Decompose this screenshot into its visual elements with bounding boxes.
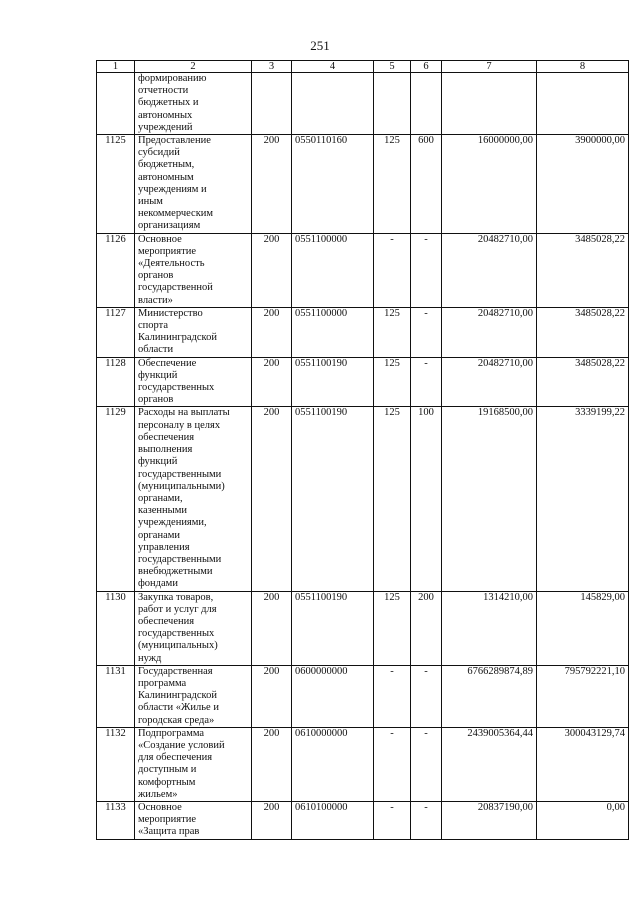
row-number: 1127 — [97, 307, 135, 357]
row-sum-1: 20482710,00 — [442, 357, 537, 407]
row-ved: 125 — [374, 591, 411, 665]
row-csr: 0551100000 — [292, 307, 374, 357]
row-csr: 0550110160 — [292, 135, 374, 234]
row-number: 1125 — [97, 135, 135, 234]
row-name: Основное мероприятие «Деятельность органов государственной власти» — [135, 233, 252, 307]
row-csr: 0551100190 — [292, 357, 374, 407]
row-number: 1129 — [97, 407, 135, 591]
row-sum-1: 20837190,00 — [442, 801, 537, 839]
row-csr: 0600000000 — [292, 665, 374, 727]
table-row — [97, 73, 629, 135]
row-sum-2: 0,00 — [537, 801, 629, 839]
row-number: 1126 — [97, 233, 135, 307]
row-ved: 125 — [374, 135, 411, 234]
row-csr: 0610000000 — [292, 727, 374, 801]
column-header: 3 — [252, 61, 292, 73]
row-gr: 200 — [252, 801, 292, 839]
table-row — [97, 407, 629, 591]
row-number: 1130 — [97, 591, 135, 665]
row-sum-2: 3485028,22 — [537, 307, 629, 357]
row-vr: - — [411, 665, 442, 727]
row-sum-1: 1314210,00 — [442, 591, 537, 665]
row-gr: 200 — [252, 407, 292, 591]
row-sum-1: 16000000,00 — [442, 135, 537, 234]
row-vr: - — [411, 727, 442, 801]
row-gr: 200 — [252, 727, 292, 801]
table-row — [97, 727, 629, 801]
row-vr: 100 — [411, 407, 442, 591]
row-gr: 200 — [252, 357, 292, 407]
column-header: 1 — [97, 61, 135, 73]
row-name: Расходы на выплаты персоналу в целях обеспечения выполнения функций государственными (муниципальными) органами, казенными учреждениями, органами управления государственными внебюджетными фондами — [135, 407, 252, 591]
row-ved: - — [374, 801, 411, 839]
row-name: Министерство спорта Калининградской области — [135, 307, 252, 357]
table-row — [97, 665, 629, 727]
row-name: Государственная программа Калининградской области «Жилье и городская среда» — [135, 665, 252, 727]
row-number: 1128 — [97, 357, 135, 407]
column-header: 2 — [135, 61, 252, 73]
row-vr: - — [411, 357, 442, 407]
column-header: 8 — [537, 61, 629, 73]
row-sum-2: 3900000,00 — [537, 135, 629, 234]
row-name: Подпрограмма «Создание условий для обеспечения доступным и комфортным жильем» — [135, 727, 252, 801]
table-body — [97, 73, 629, 840]
row-ved — [374, 73, 411, 135]
row-name: Закупка товаров, работ и услуг для обеспечения государственных (муниципальных) нужд — [135, 591, 252, 665]
row-gr: 200 — [252, 233, 292, 307]
table-row — [97, 135, 629, 234]
row-sum-1: 20482710,00 — [442, 233, 537, 307]
row-vr: 600 — [411, 135, 442, 234]
row-csr: 0610100000 — [292, 801, 374, 839]
row-sum-2: 3339199,22 — [537, 407, 629, 591]
row-sum-2: 145829,00 — [537, 591, 629, 665]
row-sum-1 — [442, 73, 537, 135]
row-name: Обеспечение функций государственных органов — [135, 357, 252, 407]
row-ved: 125 — [374, 307, 411, 357]
row-name: Основное мероприятие «Защита прав — [135, 801, 252, 839]
table-row — [97, 801, 629, 839]
row-sum-2: 3485028,22 — [537, 233, 629, 307]
row-csr: 0551100000 — [292, 233, 374, 307]
row-name: Предоставление субсидий бюджетным, автономным учреждениям и иным некоммерческим организациям — [135, 135, 252, 234]
row-gr: 200 — [252, 307, 292, 357]
row-number: 1131 — [97, 665, 135, 727]
page-number: 251 — [310, 38, 330, 53]
row-vr: - — [411, 233, 442, 307]
row-sum-1: 20482710,00 — [442, 307, 537, 357]
row-csr: 0551100190 — [292, 591, 374, 665]
row-number: 1132 — [97, 727, 135, 801]
row-sum-2: 795792221,10 — [537, 665, 629, 727]
row-gr: 200 — [252, 135, 292, 234]
row-ved: 125 — [374, 407, 411, 591]
budget-table — [96, 60, 629, 840]
table-row — [97, 233, 629, 307]
row-sum-1: 6766289874,89 — [442, 665, 537, 727]
row-ved: - — [374, 727, 411, 801]
table-row — [97, 307, 629, 357]
row-number: 1133 — [97, 801, 135, 839]
row-vr: - — [411, 801, 442, 839]
column-header: 5 — [374, 61, 411, 73]
row-sum-1: 19168500,00 — [442, 407, 537, 591]
row-number — [97, 73, 135, 135]
row-sum-1: 2439005364,44 — [442, 727, 537, 801]
row-name: формированию отчетности бюджетных и автономных учреждений — [135, 73, 252, 135]
table-row — [97, 357, 629, 407]
row-ved: - — [374, 233, 411, 307]
row-vr: 200 — [411, 591, 442, 665]
table-row — [97, 591, 629, 665]
row-ved: - — [374, 665, 411, 727]
column-header: 6 — [411, 61, 442, 73]
row-ved: 125 — [374, 357, 411, 407]
row-csr — [292, 73, 374, 135]
row-vr: - — [411, 307, 442, 357]
row-gr: 200 — [252, 591, 292, 665]
row-sum-2 — [537, 73, 629, 135]
row-csr: 0551100190 — [292, 407, 374, 591]
row-gr: 200 — [252, 665, 292, 727]
row-sum-2: 300043129,74 — [537, 727, 629, 801]
row-gr — [252, 73, 292, 135]
row-vr — [411, 73, 442, 135]
column-header: 4 — [292, 61, 374, 73]
column-header: 7 — [442, 61, 537, 73]
table-header-row — [97, 61, 629, 73]
row-sum-2: 3485028,22 — [537, 357, 629, 407]
